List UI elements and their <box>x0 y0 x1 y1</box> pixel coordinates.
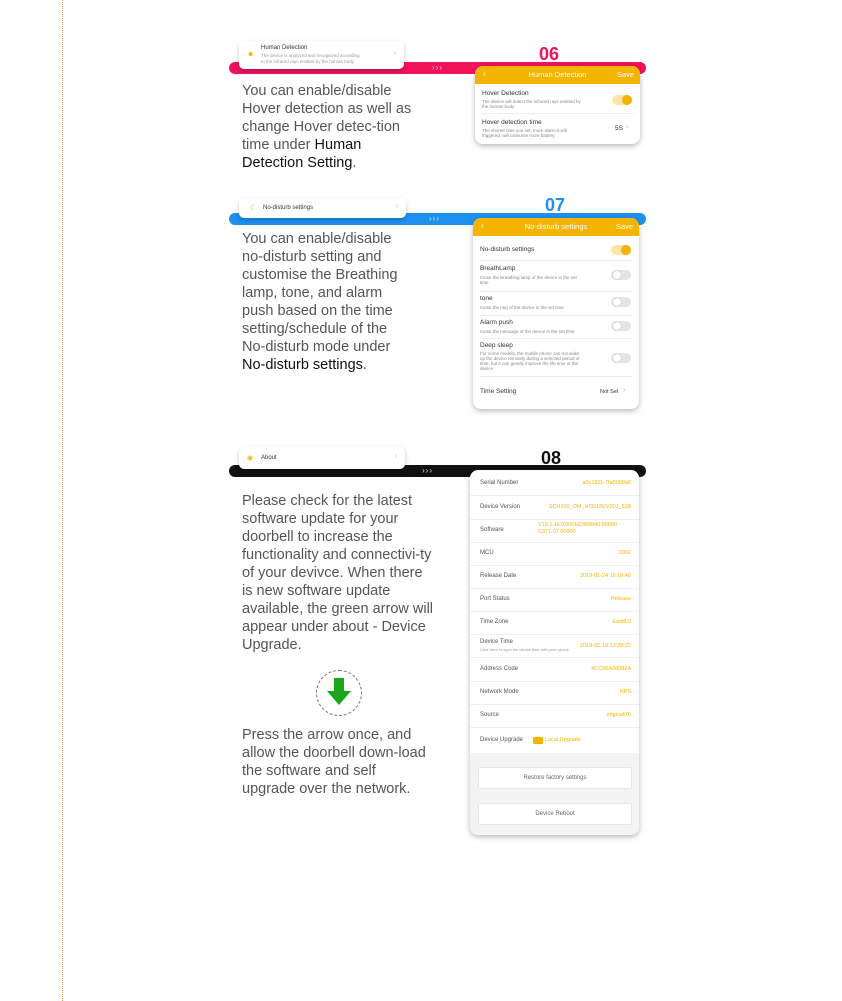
row-divider <box>479 315 633 316</box>
restore-factory-settings-button[interactable]: Restore factory settings <box>478 767 632 789</box>
chevron-right-icon: › <box>626 124 629 131</box>
port-status-row <box>470 588 639 612</box>
hover-detection-toggle[interactable] <box>612 95 632 105</box>
chip-title: Human Detection <box>261 45 308 51</box>
local-upgrade-link[interactable]: Local Upgrade <box>545 737 581 743</box>
deep-sleep-desc-3: time, but it can greatly improve the life time of the <box>480 361 579 366</box>
chip-desc-line1: The device is analyzed and recognized according <box>261 53 360 58</box>
no-disturb-toggle[interactable] <box>611 245 631 255</box>
bar-arrow-decoration: ››› <box>429 214 440 223</box>
moon-icon: ☾ <box>250 205 257 212</box>
download-arrow-button[interactable] <box>316 670 362 716</box>
save-button[interactable]: Save <box>616 70 634 79</box>
row-label: Software <box>480 527 504 533</box>
no-disturb-chip[interactable] <box>239 198 406 218</box>
hover-time-value[interactable]: 5S <box>615 125 623 132</box>
device-upgrade-row[interactable] <box>470 729 639 752</box>
section-07-description: You can enable/disable no-disturb setting and customise the Breathing lamp, tone, and alarm push based on the time setting/schedule of the No-disturb mode under No-disturb settings. <box>242 231 398 373</box>
download-arrow-icon <box>317 671 361 715</box>
breathlamp-toggle[interactable] <box>611 270 631 280</box>
chevron-right-icon: › <box>395 203 398 210</box>
row-value: Release <box>610 596 631 602</box>
chip-desc-line2: to the infrared rays emitted by the human body <box>261 59 355 64</box>
hover-detection-desc-1: The device will detect the infrared rays emitted by <box>482 99 581 104</box>
device-reboot-button[interactable]: Device Reboot <box>478 803 632 825</box>
deep-sleep-desc-4: device <box>480 366 494 371</box>
row-label: Serial Number <box>480 480 519 486</box>
deep-sleep-desc-1: For some models, the mobile phone can not wake <box>480 351 580 356</box>
hover-detection-label: Hover Detection <box>482 90 529 97</box>
row-divider <box>479 338 633 339</box>
mcu-row <box>470 542 639 566</box>
row-value: V19.1.1E0.00FH2389940.00090 <box>538 522 617 528</box>
phone-header <box>473 218 639 236</box>
row-divider <box>479 291 633 292</box>
back-icon[interactable]: ‹ <box>483 69 486 78</box>
row-label: Port Status <box>480 596 510 602</box>
tone-toggle[interactable] <box>611 297 631 307</box>
section-08-description-2: Press the arrow once, and allow the doorbell down-load the software and self upgrade over the network. <box>242 727 426 797</box>
row-label: Device Upgrade <box>480 737 524 743</box>
bar-arrow-decoration: ››› <box>422 466 433 475</box>
buttons-area <box>470 753 639 835</box>
human-detection-icon: ☻ <box>247 51 255 58</box>
row-value: East8.0 <box>612 619 631 625</box>
time-setting-value[interactable]: Not Set <box>600 389 619 395</box>
hover-detection-desc-2: the human body <box>482 104 515 109</box>
device-version-row <box>470 496 639 520</box>
row-label: Device Version <box>480 504 521 510</box>
human-detection-setting-link: Human Detection Setting <box>242 137 362 171</box>
row-value-2: C371.07.00000 <box>538 529 576 535</box>
about-list <box>470 472 639 752</box>
row-value: 4CC06A06082A <box>591 666 631 672</box>
page-margin-line <box>62 0 63 1001</box>
row-label: Release Date <box>480 573 517 579</box>
release-date-row <box>470 565 639 589</box>
breathlamp-desc-1: Close the Breathing lamp of the device in the set <box>480 275 577 280</box>
breathlamp-desc-2: time <box>480 280 489 285</box>
source-row <box>470 704 639 728</box>
tone-desc: Close the ring of the device in the set time <box>480 305 564 310</box>
device-time-row[interactable] <box>470 634 639 658</box>
time-zone-row <box>470 611 639 635</box>
row-label: MCU <box>480 550 494 556</box>
section-06-number: 06 <box>539 44 560 64</box>
section-07-number: 07 <box>545 195 566 215</box>
row-value: 0002 <box>618 550 631 556</box>
serial-number-row <box>470 472 639 496</box>
address-code-row <box>470 658 639 682</box>
no-disturb-label: No-disturb settings <box>480 246 535 253</box>
about-phone <box>470 470 639 835</box>
info-icon: ◉ <box>247 455 254 462</box>
phone-header <box>475 66 640 84</box>
folder-icon <box>533 737 543 744</box>
row-value: a0c1811-7fa0008a0 <box>582 480 631 486</box>
human-detection-chip[interactable] <box>239 41 404 69</box>
no-disturb-settings-link: No-disturb settings <box>242 357 363 373</box>
row-value: 2019-05-18 13:28:22 <box>579 643 631 649</box>
row-value: SCH100_OM_HI3518EV201_538 <box>548 504 631 510</box>
row-label: Time Zone <box>480 619 509 625</box>
alarm-push-desc: Close the message of the device in the set time <box>480 329 575 334</box>
row-divider <box>479 376 633 377</box>
row-label: Network Mode <box>480 689 519 695</box>
back-icon[interactable]: ‹ <box>481 221 484 230</box>
hover-time-desc-2: triggered, will consume more battery <box>482 133 555 138</box>
hover-detection-time-label: Hover detection time <box>482 119 542 126</box>
breathlamp-label: BreathLamp <box>480 265 516 272</box>
row-divider <box>479 260 633 261</box>
row-label: Device Time <box>480 639 514 645</box>
chevron-right-icon: › <box>394 453 397 460</box>
alarm-push-toggle[interactable] <box>611 321 631 331</box>
chip-title: About <box>261 455 277 461</box>
software-row <box>470 519 639 543</box>
hover-time-desc-1: The shorter time you set, more alarm it will <box>482 128 567 133</box>
human-detection-phone <box>475 66 640 144</box>
time-setting-label: Time Setting <box>480 388 517 395</box>
deep-sleep-desc-2: up the device remotely during a selected period of <box>480 356 580 361</box>
save-button[interactable]: Save <box>615 222 633 231</box>
chevron-right-icon: › <box>623 387 626 394</box>
row-sub: Click here to sync the device time with your phone <box>480 647 569 652</box>
network-mode-row <box>470 681 639 705</box>
row-value: original(0) <box>606 712 631 718</box>
row-label: Source <box>480 712 500 718</box>
chip-title: No-disturb settings <box>263 205 314 211</box>
alarm-push-label: Alarm push <box>480 319 513 326</box>
row-value: 2019-01-24 16:10:40 <box>579 573 631 579</box>
tone-label: tone <box>480 295 493 302</box>
row-divider <box>481 113 634 114</box>
deep-sleep-label: Deep sleep <box>480 342 513 349</box>
section-06-description: You can enable/disable Hover detection as well as change Hover detec-tion time under Human Detection Setting. <box>242 83 412 171</box>
row-value: NPS <box>619 689 631 695</box>
section-08-description: Please check for the latest software update for your doorbell to increase the functionality and connectivi-ty of your devivce. When there is new software update available, the green arrow will appear under about - Device Upgrade. <box>242 493 434 653</box>
section-08-number: 08 <box>541 448 562 468</box>
about-chip[interactable] <box>239 447 405 469</box>
chevron-right-icon: › <box>393 50 396 57</box>
phone-title: Human Detection <box>528 70 587 79</box>
no-disturb-phone <box>473 218 639 409</box>
bar-arrow-decoration: ››› <box>432 63 443 72</box>
deep-sleep-toggle[interactable] <box>611 353 631 363</box>
row-label: Address Code <box>480 666 519 672</box>
phone-title: No-disturb settings <box>524 222 588 231</box>
